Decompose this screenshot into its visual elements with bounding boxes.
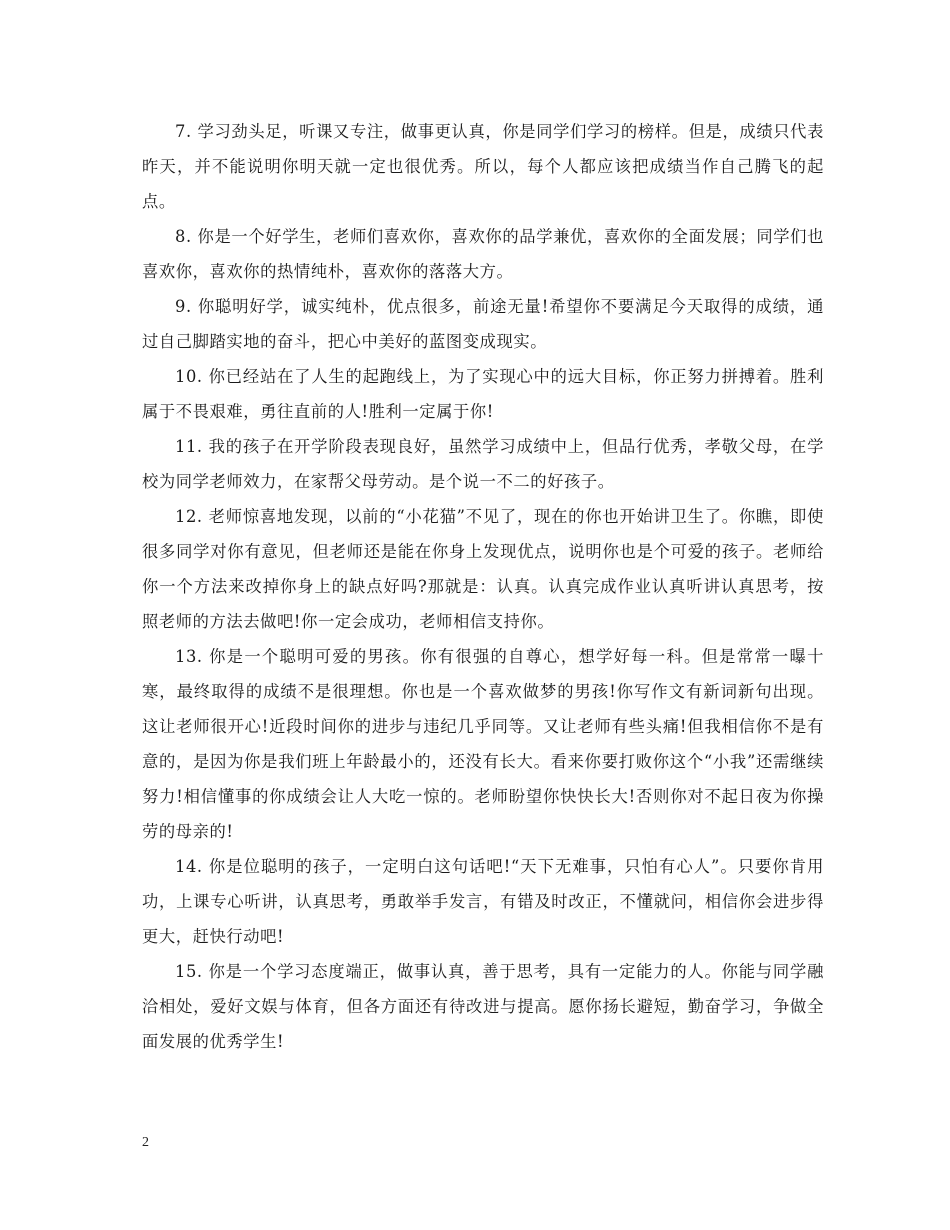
paragraph-15: 15. 你是一个学习态度端正，做事认真，善于思考，具有一定能力的人。你能与同学融洽相处，爱好文娱与体育，但各方面还有待改进与提高。愿你扬长避短，勤奋学习，争做全面发展的优秀学生!	[142, 962, 824, 1051]
paragraph-13: 13. 你是一个聪明可爱的男孩。你有很强的自尊心，想学好每一科。但是常常一曝十寒，最终取得的成绩不是很理想。你也是一个喜欢做梦的男孩!你写作文有新词新句出现。这让老师很开心!近段时间你的进步与违纪几乎同等。又让老师有些头痛!但我相信你不是有意的，是因为你是我们班上年龄最小的，还没有长大。看来你要打败你这个“小我”还需继续努力!相信懂事的你成绩会让人大吃一惊的。老师盼望你快快长大!否则你对不起日夜为你操劳的母亲的!	[142, 647, 824, 841]
paragraph-11: 11. 我的孩子在开学阶段表现良好，虽然学习成绩中上，但品行优秀，孝敬父母，在学校为同学老师效力，在家帮父母劳动。是个说一不二的好孩子。	[142, 437, 824, 491]
page-number: 2	[142, 1135, 149, 1150]
paragraph-9: 9. 你聪明好学，诚实纯朴，优点很多，前途无量!希望你不要满足今天取得的成绩，通过自己脚踏实地的奋斗，把心中美好的蓝图变成现实。	[142, 297, 824, 351]
document-body	[142, 114, 824, 1059]
paragraph-7: 7. 学习劲头足，听课又专注，做事更认真，你是同学们学习的榜样。但是，成绩只代表昨天，并不能说明你明天就一定也很优秀。所以，每个人都应该把成绩当作自己腾飞的起点。	[142, 122, 824, 211]
paragraph-12: 12. 老师惊喜地发现，以前的“小花猫”不见了，现在的你也开始讲卫生了。你瞧，即使很多同学对你有意见，但老师还是能在你身上发现优点，说明你也是个可爱的孩子。老师给你一个方法来改掉你身上的缺点好吗?那就是：认真。认真完成作业认真听讲认真思考，按照老师的方法去做吧!你一定会成功，老师相信支持你。	[142, 507, 824, 631]
paragraph-14: 14. 你是位聪明的孩子，一定明白这句话吧!“天下无难事，只怕有心人”。只要你肯用功，上课专心听讲，认真思考，勇敢举手发言，有错及时改正，不懂就问，相信你会进步得更大，赶快行动吧!	[142, 857, 824, 946]
paragraph-8: 8. 你是一个好学生，老师们喜欢你，喜欢你的品学兼优，喜欢你的全面发展；同学们也喜欢你，喜欢你的热情纯朴，喜欢你的落落大方。	[142, 227, 824, 281]
paragraph-10: 10. 你已经站在了人生的起跑线上，为了实现心中的远大目标，你正努力拼搏着。胜利属于不畏艰难，勇往直前的人!胜利一定属于你!	[142, 367, 824, 421]
